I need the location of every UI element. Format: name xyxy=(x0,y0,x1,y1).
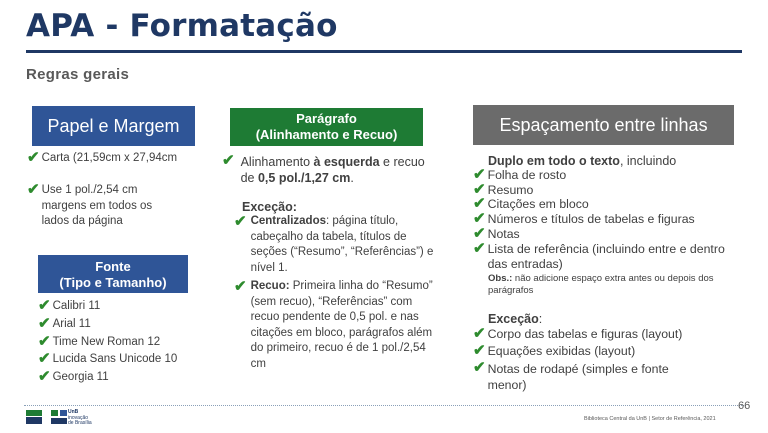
text-bold: Obs.: xyxy=(488,273,513,284)
espacamento-item-text: Folha de rosto xyxy=(487,168,567,182)
page-title: APA - Formatação xyxy=(26,8,338,44)
checkmark-icon: ✔ xyxy=(27,149,40,166)
list-item xyxy=(38,335,160,349)
text-span: , incluindo xyxy=(619,154,677,168)
list-item xyxy=(473,212,695,226)
list-item xyxy=(473,227,520,241)
checkmark-icon: ✔ xyxy=(473,166,486,183)
checkmark-icon: ✔ xyxy=(473,240,486,257)
espacamento-item-text: Lista de referência (incluindo entre e dentro das entradas) xyxy=(487,242,725,271)
text-bold: Exceção xyxy=(488,312,539,326)
list-item xyxy=(27,151,207,165)
checkmark-icon: ✔ xyxy=(38,368,51,385)
papel-item-text: Use 1 pol./2,54 cm margens em todos os lados da página xyxy=(41,184,153,227)
espacamento-header: Espaçamento entre linhas xyxy=(473,105,734,145)
fonte-item-text: Calibri 11 xyxy=(52,300,101,312)
fonte-item-text: Arial 11 xyxy=(52,318,91,330)
list-item xyxy=(38,352,177,366)
list-item xyxy=(473,361,703,393)
list-item xyxy=(38,370,109,384)
text-bold: Centralizados xyxy=(250,215,326,227)
unb-logo-icon xyxy=(26,410,42,424)
espacamento-excecao-label xyxy=(488,312,542,326)
espacamento-exc-text: Equações exibidas (layout) xyxy=(487,344,636,358)
list-item xyxy=(234,214,434,276)
checkmark-icon: ✔ xyxy=(38,350,51,367)
paragrafo-exc1-text xyxy=(251,214,434,276)
espacamento-item-text: Citações em bloco xyxy=(487,197,589,211)
fonte-item-text: Georgia 11 xyxy=(52,371,109,383)
title-divider xyxy=(26,50,742,53)
text-span: : xyxy=(538,312,543,326)
footer-credit: Biblioteca Central da UnB | Setor de Referência, 2021 xyxy=(584,416,716,422)
papel-margem-header: Papel e Margem xyxy=(32,106,195,146)
text-span: Primeira linha do “Resumo” (sem recuo), “Referências” com recuo pendente de 0,5 pol. e nas citações em bloco, parágrafos além do primeiro, recuo é de 1 pol./2,54 cm xyxy=(250,280,433,370)
checkmark-icon: ✔ xyxy=(473,359,486,376)
list-item xyxy=(473,344,635,358)
list-item xyxy=(38,299,100,313)
fonte-item-text: Lucida Sans Unicode 10 xyxy=(52,353,178,365)
footer-divider xyxy=(24,405,746,406)
paragrafo-header-title: Parágrafo xyxy=(296,111,357,126)
espacamento-exc-text: Corpo das tabelas e figuras (layout) xyxy=(487,327,683,341)
fonte-item-text: Time New Roman 12 xyxy=(52,336,161,348)
espacamento-item-text: Notas xyxy=(487,227,520,241)
library-logo-icon xyxy=(51,410,67,424)
checkmark-icon: ✔ xyxy=(38,297,51,314)
text-span: Alinhamento xyxy=(240,155,314,169)
espacamento-item-text: Números e títulos de tabelas e figuras xyxy=(487,212,695,226)
espacamento-intro xyxy=(488,154,676,168)
text-bold: Recuo: xyxy=(250,280,290,292)
list-item xyxy=(222,154,427,186)
text-span: . xyxy=(350,171,354,185)
espacamento-exc-text: Notas de rodapé (simples e fonte menor) xyxy=(487,362,669,392)
paragrafo-header-subtitle: (Alinhamento e Recuo) xyxy=(255,127,398,142)
list-item xyxy=(473,327,682,341)
checkmark-icon: ✔ xyxy=(473,181,486,198)
checkmark-icon: ✔ xyxy=(234,213,247,230)
text-span: não adicione espaço extra antes ou depois dos parágrafos xyxy=(488,273,714,296)
list-item xyxy=(234,279,434,373)
fonte-header-subtitle: (Tipo e Tamanho) xyxy=(59,275,167,290)
logo-text-line: inovação xyxy=(68,414,89,421)
fonte-header-title: Fonte xyxy=(95,259,131,274)
section-subtitle: Regras gerais xyxy=(26,66,130,83)
paragrafo-main-text xyxy=(241,154,427,186)
text-bold: Duplo em todo o texto xyxy=(488,154,620,168)
text-span: e recuo de xyxy=(240,155,425,185)
logo-text-line: UnB xyxy=(68,409,79,415)
text-bold: 0,5 pol./1,27 cm xyxy=(257,171,351,185)
espacamento-item-text: Resumo xyxy=(487,183,534,197)
logo-text xyxy=(68,410,92,427)
checkmark-icon: ✔ xyxy=(234,278,247,295)
checkmark-icon: ✔ xyxy=(38,333,51,350)
list-item xyxy=(27,183,177,230)
list-item xyxy=(38,317,91,331)
list-item xyxy=(473,242,733,272)
checkmark-icon: ✔ xyxy=(473,195,486,212)
espacamento-obs xyxy=(488,273,728,296)
page-number: 66 xyxy=(738,400,751,412)
checkmark-icon: ✔ xyxy=(473,342,486,359)
checkmark-icon: ✔ xyxy=(473,325,486,342)
paragrafo-exc2-text xyxy=(251,279,434,373)
checkmark-icon: ✔ xyxy=(473,210,486,227)
paragrafo-header xyxy=(230,108,423,146)
list-item xyxy=(473,168,566,182)
checkmark-icon: ✔ xyxy=(222,152,235,169)
checkmark-icon: ✔ xyxy=(38,315,51,332)
papel-item-text: Carta (21,59cm x 27,94cm xyxy=(41,152,178,164)
checkmark-icon: ✔ xyxy=(473,225,486,242)
paragrafo-excecao-label: Exceção: xyxy=(242,200,297,214)
text-bold: à esquerda xyxy=(313,155,380,169)
text-span: : página título, cabeçalho da tabela, títulos de seções (“Resumo”, “Referências”) e nível 1. xyxy=(250,215,434,274)
fonte-header xyxy=(38,255,188,293)
list-item xyxy=(473,197,589,211)
logo-text-line: de Brasília xyxy=(68,420,92,426)
checkmark-icon: ✔ xyxy=(27,181,40,198)
